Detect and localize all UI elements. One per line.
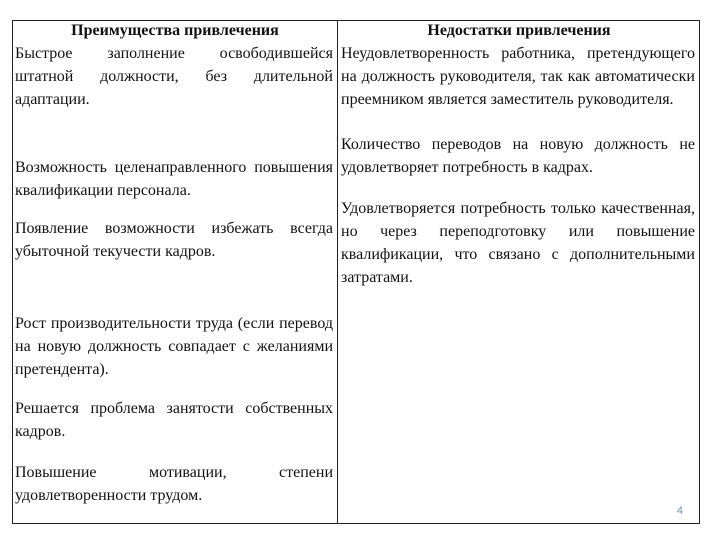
advantage-item: Повышение мотивации, степени удовлетворенности трудом. (15, 464, 333, 504)
header-disadvantages: Недостатки привлечения (427, 22, 611, 39)
comparison-table (12, 20, 700, 524)
header-advantages: Преимущества привлечения (71, 22, 279, 39)
disadvantage-item: Удовлетворяется потребность только качественная, но через переподготовку или повышение квалификации, что связано с дополнительными затратами. (341, 200, 695, 286)
disadvantage-item: Неудовлетворенность работника, претендующего на должность руководителя, так как автоматически преемником является заместитель руководителя. (341, 45, 695, 108)
advantage-item: Решается проблема занятости собственных кадров. (15, 400, 333, 440)
page-number: 4 (676, 505, 683, 517)
advantage-item: Рост производительности труда (если перевод на новую должность совпадает с желаниями претендента). (15, 315, 333, 378)
advantage-item: Быстрое заполнение освободившейся штатной должности, без длительной адаптации. (15, 45, 333, 108)
column-divider (337, 21, 338, 523)
advantage-item: Появление возможности избежать всегда убыточной текучести кадров. (15, 220, 333, 260)
disadvantage-item: Количество переводов на новую должность не удовлетворяет потребность в кадрах. (341, 136, 695, 176)
advantage-item: Возможность целенаправленного повышения квалификации персонала. (15, 159, 333, 199)
